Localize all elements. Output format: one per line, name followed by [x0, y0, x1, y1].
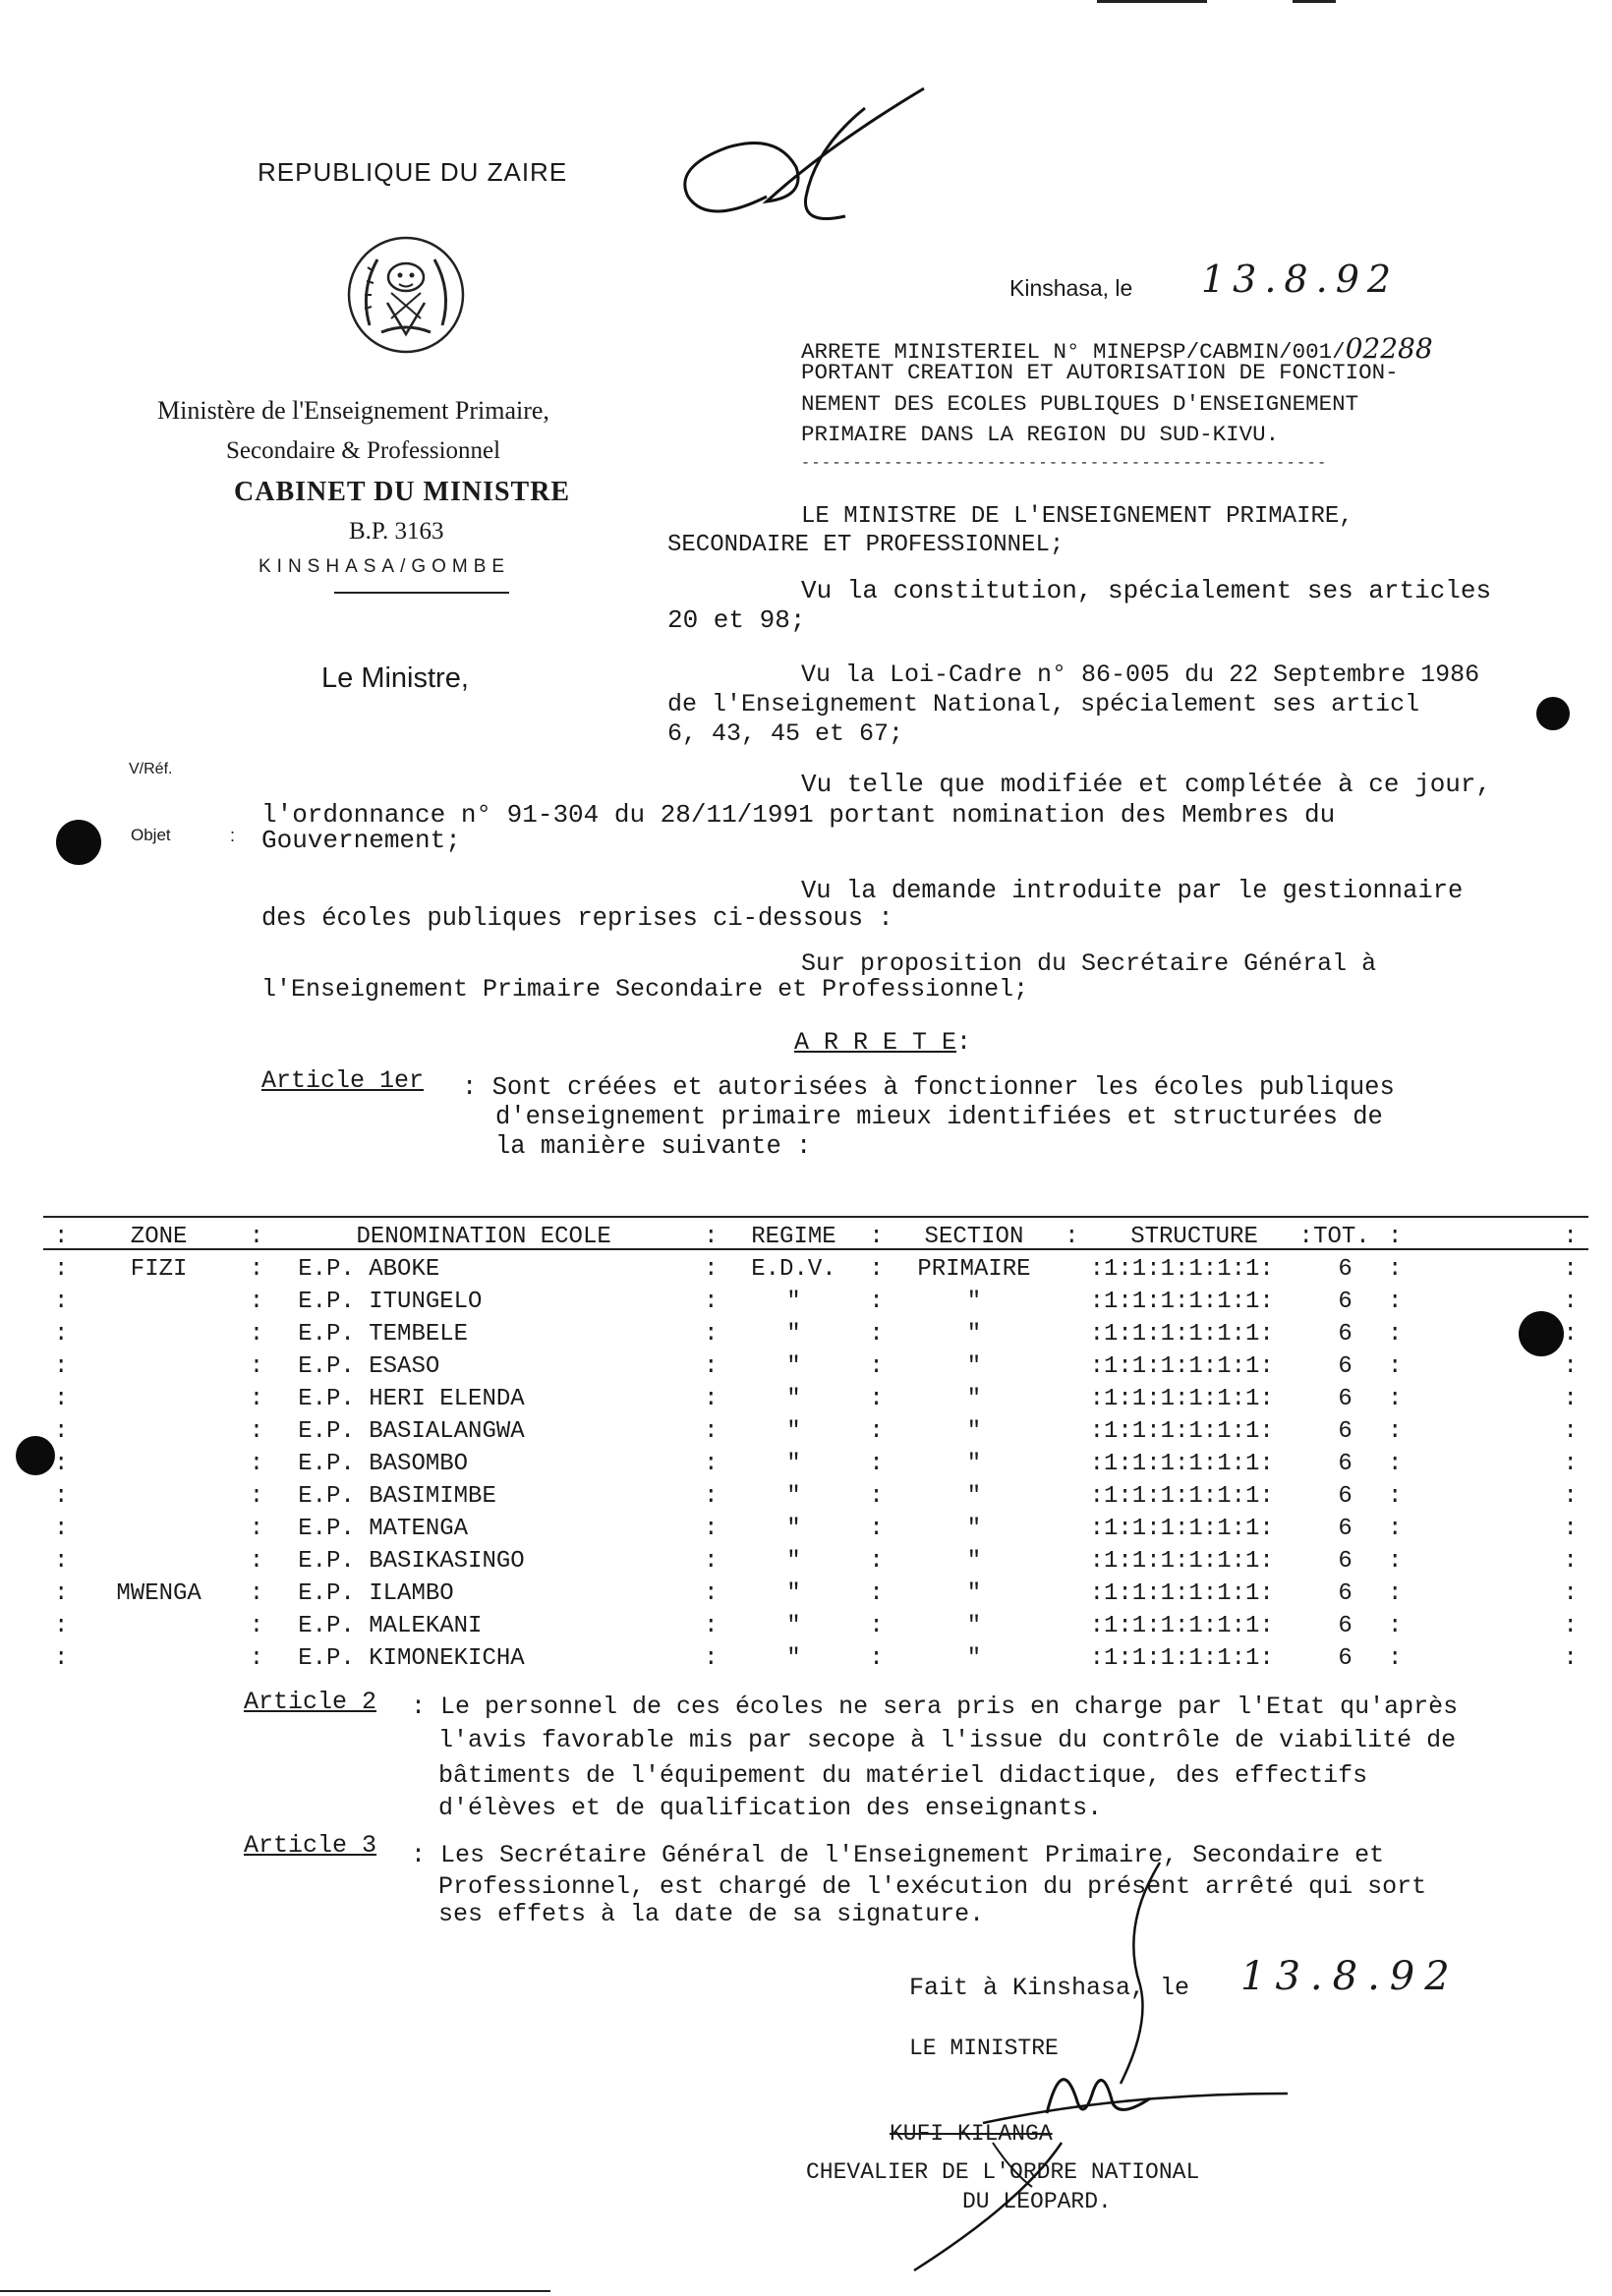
- cell-regime: ": [786, 1580, 801, 1607]
- article-2-line-3: bâtiments de l'équipement du matériel didactique, des effectifs: [438, 1761, 1368, 1790]
- coat-of-arms-emblem: [330, 232, 482, 358]
- signatory-title-2: DU LEOPARD.: [962, 2189, 1112, 2214]
- city-underline: [334, 592, 509, 594]
- proposition-1: Sur proposition du Secrétaire Général à: [801, 949, 1377, 978]
- signatory-title-1: CHEVALIER DE L'ORDRE NATIONAL: [806, 2159, 1200, 2185]
- cell-regime: ": [786, 1289, 801, 1315]
- article-2-line-4: d'élèves et de qualification des enseignants.: [438, 1794, 1103, 1822]
- republic-heading: REPUBLIQUE DU ZAIRE: [258, 157, 568, 187]
- punch-hole-mark: [1536, 697, 1570, 730]
- vu-ordonnance-1: Vu telle que modifiée et complétée à ce jour,: [801, 770, 1492, 799]
- cell-ecole: E.P. HERI ELENDA: [298, 1386, 525, 1412]
- col-header-structure: STRUCTURE: [1130, 1224, 1258, 1250]
- table-row: : : E.P. BASOMBO : " : " :1:1:1:1:1:1: 6 : :: [43, 1448, 1588, 1480]
- cell-structure: :1:1:1:1:1:1:: [1089, 1321, 1274, 1348]
- cell-ecole: E.P. KIMONEKICHA: [298, 1645, 525, 1672]
- cell-zone: FIZI: [130, 1256, 188, 1283]
- decree-ref: ARRETE MINISTERIEL N° MINEPSP/CABMIN/001/: [801, 339, 1346, 365]
- cell-zone: [80, 1642, 239, 1675]
- arrete-colon: :: [956, 1028, 972, 1057]
- postal-box: B.P. 3163: [349, 518, 444, 545]
- cell-structure: :1:1:1:1:1:1:: [1089, 1548, 1274, 1575]
- cell-regime: ": [786, 1548, 801, 1575]
- punch-hole-mark: [16, 1436, 55, 1475]
- cell-regime: ": [786, 1645, 801, 1672]
- cell-structure: :1:1:1:1:1:1:: [1089, 1516, 1274, 1542]
- cell-section: ": [966, 1645, 982, 1672]
- table-row: : MWENGA : E.P. ILAMBO : " : " :1:1:1:1:1:1: 6 : :: [43, 1578, 1588, 1610]
- cell-tot: 6: [1338, 1580, 1353, 1607]
- table-row: : FIZI : E.P. ABOKE : E.D.V. : PRIMAIRE :1:1:1:1:1:1: 6 : :: [43, 1253, 1588, 1286]
- table-row: : : E.P. BASIALANGWA : " : " :1:1:1:1:1:1: 6 : :: [43, 1415, 1588, 1448]
- cell-regime: ": [786, 1386, 801, 1412]
- table-top-rule: [43, 1216, 1588, 1218]
- cell-zone: [80, 1286, 239, 1318]
- cell-regime: ": [786, 1451, 801, 1477]
- minister-line-1: LE MINISTRE DE L'ENSEIGNEMENT PRIMAIRE,: [801, 503, 1353, 530]
- cell-structure: :1:1:1:1:1:1:: [1089, 1256, 1274, 1283]
- fait-a-line: Fait à Kinshasa, le: [909, 1974, 1190, 2002]
- decree-title-rule: ---------------------------------------------------: [801, 455, 1328, 472]
- cell-tot: 6: [1338, 1256, 1353, 1283]
- cell-structure: :1:1:1:1:1:1:: [1089, 1418, 1274, 1445]
- cell-ecole: E.P. ITUNGELO: [298, 1289, 483, 1315]
- vu-ordonnance-2: l'ordonnance n° 91-304 du 28/11/1991 portant nomination des Membres du: [261, 800, 1336, 830]
- cell-ecole: E.P. BASIKASINGO: [298, 1548, 525, 1575]
- ministry-line-1: Ministère de l'Enseignement Primaire,: [157, 396, 549, 425]
- handwritten-decree-number: 02288: [1345, 332, 1433, 365]
- article-2-label: Article 2: [244, 1688, 377, 1716]
- cell-section: ": [966, 1548, 982, 1575]
- table-row: : : E.P. BASIMIMBE : " : " :1:1:1:1:1:1: 6 : :: [43, 1480, 1588, 1513]
- cabinet-heading: CABINET DU MINISTRE: [234, 477, 571, 507]
- vu-demande-1: Vu la demande introduite par le gestionnaire: [801, 877, 1464, 905]
- minister-signature: [826, 1848, 1297, 2280]
- cell-section: ": [966, 1321, 982, 1348]
- table-header-row: : ZONE : DENOMINATION ECOLE : REGIME : SECTION : STRUCTURE : TOT. : :: [43, 1221, 1588, 1253]
- cell-zone: [80, 1448, 239, 1480]
- ministry-line-2: Secondaire & Professionnel: [226, 437, 501, 464]
- cell-regime: ": [786, 1353, 801, 1380]
- cell-zone: [80, 1350, 239, 1383]
- cell-ecole: E.P. BASIMIMBE: [298, 1483, 496, 1510]
- scan-edge-mark: [1097, 0, 1207, 3]
- article-3-label: Article 3: [244, 1831, 377, 1860]
- article-2-line-2: l'avis favorable mis par secope à l'issue du contrôle de viabilité de: [438, 1726, 1457, 1754]
- cell-zone: [80, 1480, 239, 1513]
- vu-loi-cadre-2: de l'Enseignement National, spécialement ses articl: [667, 690, 1420, 718]
- cell-section: ": [966, 1451, 982, 1477]
- cell-tot: 6: [1338, 1321, 1353, 1348]
- table-row: : : E.P. BASIKASINGO : " : " :1:1:1:1:1:1: 6 : :: [43, 1545, 1588, 1578]
- place-label: Kinshasa, le: [1009, 275, 1133, 301]
- cell-tot: 6: [1338, 1516, 1353, 1542]
- vu-demande-2: des écoles publiques reprises ci-dessous :: [261, 904, 893, 933]
- cell-zone: MWENGA: [116, 1580, 202, 1607]
- cell-zone: [80, 1545, 239, 1578]
- cell-zone: [80, 1318, 239, 1350]
- minister-line-2: SECONDAIRE ET PROFESSIONNEL;: [667, 532, 1065, 558]
- cell-regime: ": [786, 1613, 801, 1639]
- scan-edge-mark: [1293, 0, 1336, 3]
- col-header-zone: ZONE: [130, 1224, 188, 1250]
- col-header-regime: REGIME: [751, 1224, 836, 1250]
- cell-tot: 6: [1338, 1451, 1353, 1477]
- cell-structure: :1:1:1:1:1:1:: [1089, 1580, 1274, 1607]
- article-3-line-3: ses effets à la date de sa signature.: [438, 1900, 985, 1928]
- cell-regime: ": [786, 1516, 801, 1542]
- article-3-line-1: : Les Secrétaire Général de l'Enseignement Primaire, Secondaire et: [411, 1841, 1385, 1869]
- cell-ecole: E.P. BASOMBO: [298, 1451, 469, 1477]
- objet-label: Objet: [131, 826, 171, 844]
- cell-tot: 6: [1338, 1289, 1353, 1315]
- proposition-2: l'Enseignement Primaire Secondaire et Professionnel;: [261, 975, 1029, 1004]
- leopard-seal-icon: [330, 232, 482, 358]
- cell-section: ": [966, 1289, 982, 1315]
- cell-tot: 6: [1338, 1483, 1353, 1510]
- vu-loi-cadre-1: Vu la Loi-Cadre n° 86-005 du 22 Septembre 1986: [801, 660, 1480, 689]
- scan-edge-mark: [0, 2290, 550, 2292]
- cell-section: ": [966, 1613, 982, 1639]
- col-header-denomination: DENOMINATION ECOLE: [356, 1224, 611, 1250]
- table-row: : : E.P. ITUNGELO : " : " :1:1:1:1:1:1: 6 : :: [43, 1286, 1588, 1318]
- objet-colon: :: [230, 826, 236, 845]
- vu-constitution-1: Vu la constitution, spécialement ses articles: [801, 576, 1492, 605]
- cell-section: ": [966, 1386, 982, 1412]
- cell-zone: [80, 1383, 239, 1415]
- punch-hole-mark: [56, 820, 101, 865]
- arrete-heading: [794, 1028, 971, 1057]
- cell-section: ": [966, 1516, 982, 1542]
- cell-regime: E.D.V.: [751, 1256, 836, 1283]
- cell-ecole: E.P. BASIALANGWA: [298, 1418, 525, 1445]
- cell-ecole: E.P. MALEKANI: [298, 1613, 483, 1639]
- cell-regime: ": [786, 1321, 801, 1348]
- cell-tot: 6: [1338, 1548, 1353, 1575]
- cell-ecole: E.P. TEMBELE: [298, 1321, 469, 1348]
- table-row: : : E.P. MALEKANI : " : " :1:1:1:1:1:1: 6 : :: [43, 1610, 1588, 1642]
- cell-ecole: E.P. ILAMBO: [298, 1580, 454, 1607]
- table-row: : : E.P. ESASO : " : " :1:1:1:1:1:1: 6 : :: [43, 1350, 1588, 1383]
- city-line: KINSHASA/GOMBE: [259, 556, 511, 577]
- decree-title-line-4: PRIMAIRE DANS LA REGION DU SUD-KIVU.: [801, 422, 1280, 447]
- article-1-label: Article 1er: [261, 1066, 425, 1095]
- cell-section: ": [966, 1483, 982, 1510]
- decree-title-line-3: NEMENT DES ECOLES PUBLIQUES D'ENSEIGNEMENT: [801, 391, 1359, 417]
- cell-section: ": [966, 1418, 982, 1445]
- vref-label: V/Réf.: [129, 761, 173, 777]
- cell-structure: :1:1:1:1:1:1:: [1089, 1451, 1274, 1477]
- table-body: [43, 1253, 1588, 1675]
- arrete-word: A R R E T E: [794, 1028, 957, 1057]
- le-ministre-heading: Le Ministre,: [321, 662, 469, 694]
- vu-loi-cadre-3: 6, 43, 45 et 67;: [667, 719, 904, 748]
- cell-structure: :1:1:1:1:1:1:: [1089, 1386, 1274, 1412]
- vu-constitution-2: 20 et 98;: [667, 605, 806, 635]
- cell-tot: 6: [1338, 1418, 1353, 1445]
- cell-structure: :1:1:1:1:1:1:: [1089, 1645, 1274, 1672]
- cell-section: PRIMAIRE: [917, 1256, 1031, 1283]
- cell-tot: 6: [1338, 1353, 1353, 1380]
- article-1-line-2: d'enseignement primaire mieux identifiées et structurées de: [495, 1103, 1383, 1131]
- cell-regime: ": [786, 1483, 801, 1510]
- signatory-role: LE MINISTRE: [909, 2036, 1059, 2061]
- cell-regime: ": [786, 1418, 801, 1445]
- cell-tot: 6: [1338, 1613, 1353, 1639]
- punch-hole-mark: [1519, 1311, 1564, 1356]
- col-header-tot: TOT.: [1313, 1224, 1370, 1250]
- table-row: : : E.P. HERI ELENDA : " : " :1:1:1:1:1:1: 6 : :: [43, 1383, 1588, 1415]
- cell-ecole: E.P. ABOKE: [298, 1256, 440, 1283]
- cell-structure: :1:1:1:1:1:1:: [1089, 1613, 1274, 1639]
- article-1-line-3: la manière suivante :: [495, 1132, 812, 1161]
- cell-structure: :1:1:1:1:1:1:: [1089, 1483, 1274, 1510]
- handwritten-initial-mark: [668, 79, 944, 246]
- table-row: : : E.P. MATENGA : " : " :1:1:1:1:1:1: 6 : :: [43, 1513, 1588, 1545]
- article-3-line-2: Professionnel, est chargé de l'exécution du présent arrêté qui sort: [438, 1872, 1427, 1901]
- schools-table: [43, 1221, 1588, 1675]
- article-1-line-1: : Sont créées et autorisées à fonctionner les écoles publiques: [462, 1073, 1395, 1102]
- cell-section: ": [966, 1580, 982, 1607]
- handwritten-signature-date: 13.8.92: [1240, 1954, 1460, 1999]
- cell-zone: [80, 1610, 239, 1642]
- cell-tot: 6: [1338, 1645, 1353, 1672]
- article-2-line-1: : Le personnel de ces écoles ne sera pris en charge par l'Etat qu'après: [411, 1693, 1459, 1721]
- cell-zone: [80, 1513, 239, 1545]
- signatory-name: KUFI KILANGA: [890, 2121, 1053, 2147]
- cell-section: ": [966, 1353, 982, 1380]
- cell-tot: 6: [1338, 1386, 1353, 1412]
- cell-ecole: E.P. MATENGA: [298, 1516, 469, 1542]
- cell-ecole: E.P. ESASO: [298, 1353, 440, 1380]
- cell-zone: [80, 1415, 239, 1448]
- table-row: : : E.P. KIMONEKICHA : " : " :1:1:1:1:1:1: 6 : :: [43, 1642, 1588, 1675]
- cell-structure: :1:1:1:1:1:1:: [1089, 1353, 1274, 1380]
- table-row: : : E.P. TEMBELE : " : " :1:1:1:1:1:1: 6 : :: [43, 1318, 1588, 1350]
- handwritten-date: 13.8.92: [1201, 258, 1400, 301]
- col-header-section: SECTION: [924, 1224, 1024, 1250]
- decree-title-line-2: PORTANT CREATION ET AUTORISATION DE FONCTION-: [801, 360, 1399, 385]
- cell-structure: :1:1:1:1:1:1:: [1089, 1289, 1274, 1315]
- vu-ordonnance-3: Gouvernement;: [261, 826, 461, 855]
